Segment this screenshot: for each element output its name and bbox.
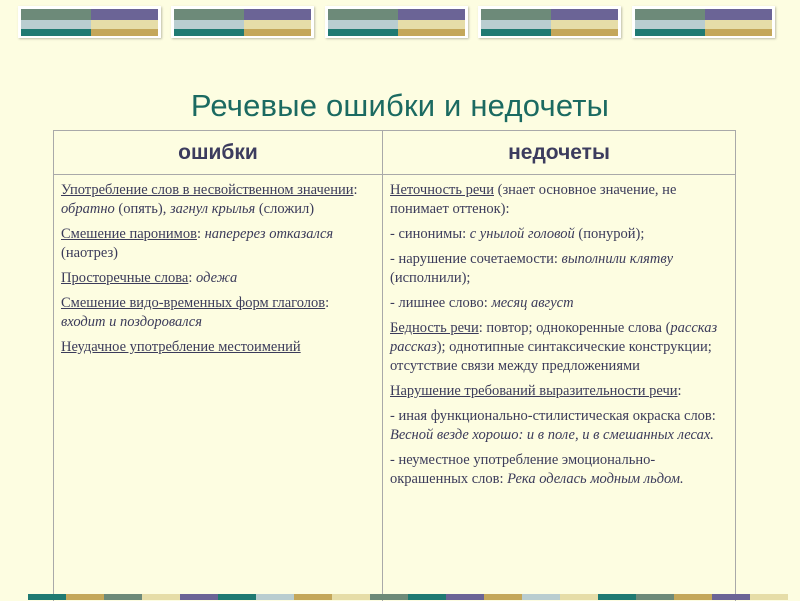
strip-segment [674,594,712,600]
error-item [61,225,377,263]
text-segment: обратно [61,201,115,217]
text-segment: месяц август [491,295,574,311]
decor-block [325,6,468,38]
shortcoming-item [390,407,730,445]
text-segment: Просторечные слова [61,270,189,286]
error-item [61,269,377,288]
text-segment: - неуместное употребление эмоционально-окрашенных слов: [390,452,656,487]
decor-block [478,6,621,38]
strip-segment [370,594,408,600]
strip-segment [332,594,370,600]
text-segment: : [196,226,205,242]
text-segment: - нарушение сочетаемости: [390,251,562,267]
strip-segment [750,594,788,600]
text-segment: Неточность речи [390,182,494,198]
text-segment: Неудачное употребление местоимений [61,339,301,355]
header-shortcomings: недочеты [508,141,610,164]
strip-segment [142,594,180,600]
text-segment: одежа [196,270,238,286]
shortcoming-item [390,181,730,219]
header-errors: ошибки [178,141,258,164]
shortcomings-column [390,181,730,495]
column-divider [382,131,383,601]
text-segment: загнул крылья [169,201,256,217]
strip-segment [560,594,598,600]
text-segment: (знает основное значение, не понимает оттенок): [390,182,677,217]
text-segment: входит и поздоровался [61,314,202,330]
strip-segment [484,594,522,600]
text-segment: : [677,383,682,399]
decor-block [18,6,161,38]
error-item [61,338,377,357]
text-segment: (опять), [114,201,170,217]
text-segment: Нарушение требований выразительности речи [390,383,678,399]
shortcoming-item [390,250,730,288]
strip-segment [522,594,560,600]
text-segment: - иная функционально-стилистическая окраска слов: [390,408,716,424]
header-divider [54,174,735,175]
text-segment: : [353,182,358,198]
decor-block [171,6,314,38]
text-segment: Смешение видо-временных форм глаголов [61,295,326,311]
text-segment: Смешение паронимов [61,226,197,242]
text-segment: - синонимы: [390,226,470,242]
shortcoming-item [390,294,730,313]
text-segment: : [325,295,330,311]
error-item [61,181,377,219]
strip-segment [598,594,636,600]
bottom-decoration [28,594,800,600]
text-segment: (понурой); [574,226,645,242]
text-segment: выполнили клятву [561,251,674,267]
decor-block [632,6,775,38]
strip-segment [294,594,332,600]
text-segment: ); однотипные синтаксические конструкции; отсутствие связи между предложениями [390,339,712,374]
shortcoming-item [390,451,730,489]
strip-segment [636,594,674,600]
comparison-table [53,130,736,601]
slide-title: Речевые ошибки и недочеты [190,88,610,123]
text-segment: рассказ рассказ [390,320,718,355]
text-segment: с унылой головой [469,226,575,242]
strip-segment [408,594,446,600]
strip-segment [28,594,66,600]
top-decoration [18,6,782,38]
text-segment: Река оделась модным льдом. [507,471,684,487]
strip-segment [104,594,142,600]
text-segment: (наотрез) [61,245,119,261]
shortcoming-item [390,382,730,401]
strip-segment [712,594,750,600]
text-segment: (исполнили); [390,270,471,286]
errors-column [61,181,377,363]
shortcoming-item [390,225,730,244]
strip-segment [446,594,484,600]
shortcoming-item [390,319,730,376]
strip-segment [66,594,104,600]
text-segment: Употребление слов в несвойственном значении [61,182,354,198]
text-segment: : повтор; однокоренные слова ( [478,320,671,336]
text-segment: наперерез отказался [204,226,334,242]
strip-segment [256,594,294,600]
text-segment: Весной везде хорошо: и в поле, и в смешанных лесах. [390,427,714,443]
text-segment: (сложил) [255,201,315,217]
text-segment: Бедность речи [390,320,479,336]
text-segment: - лишнее слово: [390,295,492,311]
text-segment: : [188,270,197,286]
strip-segment [180,594,218,600]
error-item [61,294,377,332]
strip-segment [218,594,256,600]
